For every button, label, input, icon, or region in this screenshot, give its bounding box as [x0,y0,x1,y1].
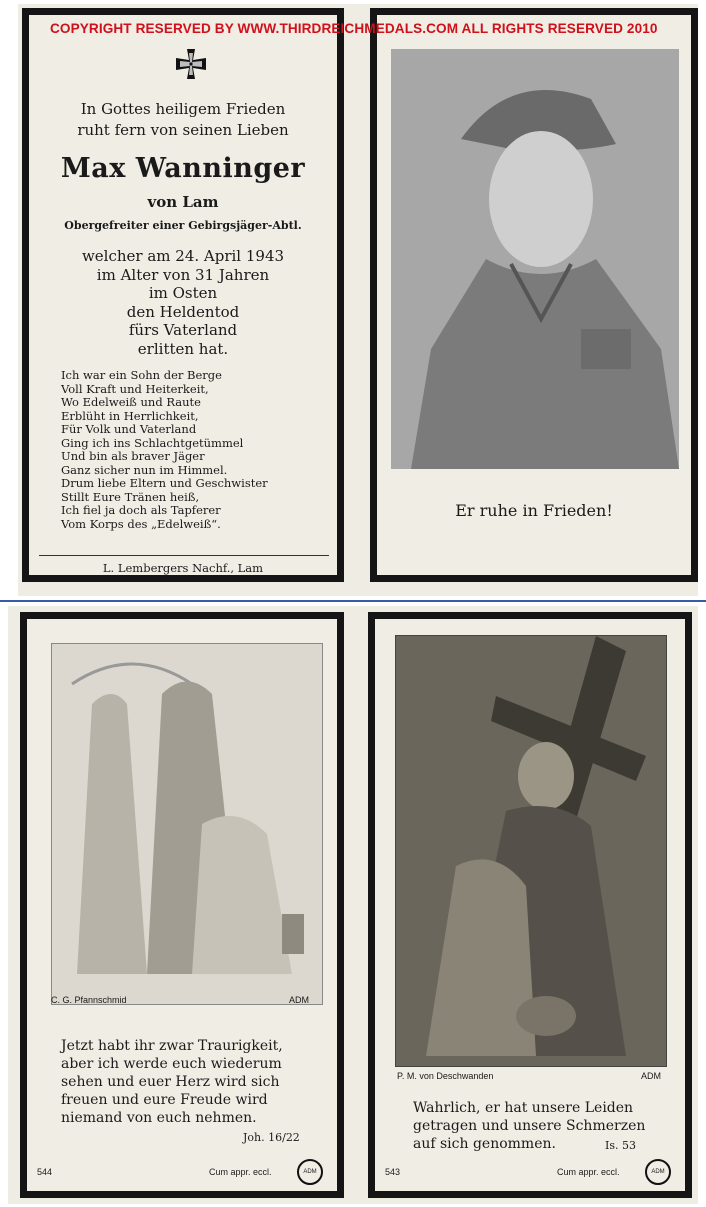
card-number-right: 543 [385,1167,401,1177]
verse-line: Wahrlich, er hat unsere Leiden [413,1100,634,1116]
card-back-right [368,612,692,1198]
verse-line: sehen und euer Herz wird sich [61,1074,280,1090]
poem-line: Drum liebe Eltern und Geschwister [61,476,268,490]
details-line-6: erlitten hat. [137,339,229,358]
poem-line: Stillt Eure Tränen heiß, [61,489,200,504]
origin: von Lam [147,193,219,211]
rank: Obergefreiter einer Gebirgsjäger-Abtl. [64,219,302,232]
poem-line: Vom Korps des „Edelweiß“. [61,516,221,531]
details-line-1: welcher am 24. April 1943 [81,247,285,265]
reference-right: Is. 53 [605,1139,636,1152]
soldier-portrait-image [391,49,679,469]
poem-line: Ging ich ins Schlachtgetümmel [61,435,244,450]
verse-line: freuen und eure Freude wird [61,1092,268,1108]
details-line-4: den Heldentod [126,302,240,321]
details-line-5: fürs Vaterland [128,321,238,339]
verse-line: auf sich genommen. [413,1136,556,1152]
publisher-right: ADM [641,1071,661,1081]
verse-line: Jetzt habt ihr zwar Traurigkeit, [61,1038,283,1054]
poem-line: Wo Edelweiß und Raute [61,395,201,409]
publisher-left: ADM [289,995,309,1005]
approval-right: Cum appr. eccl. [557,1167,620,1177]
poem [61,369,331,531]
rest-in-peace-caption: Er ruhe in Frieden! [455,501,613,520]
verse-line: niemand von euch nehmen. [61,1110,257,1126]
intro-line-2: ruht fern von seinen Lieben [77,121,289,139]
card-back-left [20,612,344,1198]
approval-left: Cum appr. eccl. [209,1167,272,1177]
card-front-left [22,8,344,582]
details-line-3: im Osten [148,284,218,302]
poem-line: Voll Kraft und Heiterkeit, [61,381,209,396]
poem-line: Ich fiel ja doch als Tapferer [61,503,221,517]
scan-divider [0,600,706,602]
adm-logo-text: ADM [303,1169,317,1175]
poem-line: Ich war ein Sohn der Berge [61,368,222,382]
printer: L. Lembergers Nachf., Lam [102,561,264,575]
poem-line: Erblüht in Herrlichkeit, [61,408,199,423]
poem-line: Für Volk und Vaterland [61,422,197,436]
iron-cross-icon [174,47,208,81]
poem-line: Und bin als braver Jäger [61,449,205,463]
intro-text [29,99,337,141]
deceased-name: Max Wanninger [60,153,306,184]
verse-line: aber ich werde euch wiederum [61,1056,282,1072]
verse-left [61,1037,321,1127]
artist-left: C. G. Pfannschmid [51,995,127,1005]
artist-right: P. M. von Deschwanden [397,1071,494,1081]
adm-logo-text: ADM [651,1169,665,1175]
reference-left: Joh. 16/22 [243,1131,300,1144]
christ-cross-illustration [395,635,667,1067]
mourners-image [52,644,322,1004]
verse-line: getragen und unsere Schmerzen [413,1118,646,1134]
adm-logo-left [297,1159,323,1185]
portrait-photo [391,49,679,469]
card-number-left: 544 [37,1167,53,1177]
intro-line-1: In Gottes heiligem Frieden [80,100,286,118]
mourners-illustration [51,643,323,1005]
card-front-right [370,8,698,582]
christ-carrying-cross-image [396,636,666,1066]
adm-logo-right [645,1159,671,1185]
poem-line: Ganz sicher nun im Himmel. [61,462,228,477]
printer-divider [39,555,329,556]
details-line-2: im Alter von 31 Jahren [96,265,270,284]
details [29,247,337,358]
copyright-watermark: COPYRIGHT RESERVED BY WWW.THIRDREICHMEDALS.COM ALL RIGHTS RESERVED 2010 [50,21,658,36]
